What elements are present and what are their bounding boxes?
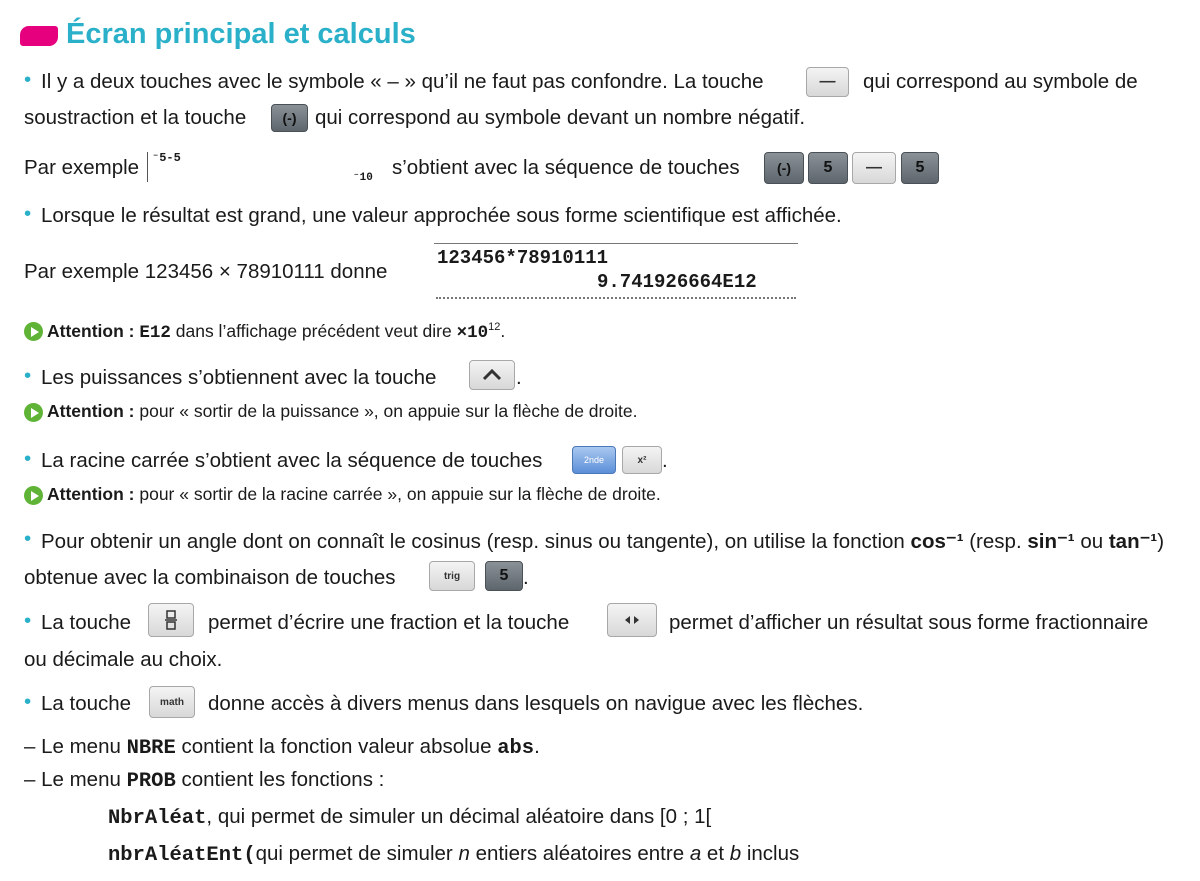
code-times-ten: ×10 <box>456 323 489 343</box>
code-nbraleaent: nbrAléatEnt( <box>108 844 256 867</box>
x-squared-key-label: x² <box>637 454 647 466</box>
example2-prefix: Par exemple 123456 × 78910111 donne <box>24 260 388 283</box>
fn2-t1: qui permet de simuler <box>255 842 453 865</box>
code-e12: E12 <box>139 323 171 343</box>
period: . <box>500 321 506 341</box>
x-squared-key <box>622 446 662 474</box>
attention-icon <box>24 403 43 422</box>
screen-top-line <box>434 243 798 244</box>
p6-text-a: La touche <box>41 611 132 634</box>
p2-text: Lorsque le résultat est grand, une valeur approchée sous forme scientifique est affichée. <box>41 204 842 227</box>
five-key <box>808 152 848 184</box>
attention-label: Attention : <box>47 401 135 421</box>
calc-result: ⁻10 <box>353 172 373 184</box>
p5-resp: (resp. <box>969 530 1022 553</box>
p5-text-a: Pour obtenir un angle dont on connaît le cosinus (resp. sinus ou tangente), on utilise la fonction <box>41 530 905 553</box>
section-tag <box>20 26 58 46</box>
p5-text-b: obtenue avec la combinaison de touches <box>24 566 396 589</box>
function-nbraleaent-line <box>108 842 799 867</box>
negative-key-label: (-) <box>777 160 791 176</box>
p5-line-1 <box>41 529 1164 554</box>
p6-text-d: ou décimale au choix. <box>24 648 223 671</box>
menu1-end: . <box>534 735 540 758</box>
bullet: • <box>24 364 32 387</box>
p5-or: ou <box>1080 530 1104 553</box>
p4-text: La racine carrée s’obtient avec la séquence de touches <box>41 449 543 472</box>
bullet: • <box>24 447 32 470</box>
bullet: • <box>24 202 32 225</box>
menu1-text-a: – Le menu <box>24 735 121 758</box>
toggle-arrows-icon <box>625 615 639 625</box>
bullet: • <box>24 527 32 550</box>
attention-2-text: pour « sortir de la puissance », on appuie sur la flèche de droite. <box>139 401 638 421</box>
five-key <box>485 561 523 591</box>
var-n: n <box>458 842 470 865</box>
screen-dotted-line <box>436 297 796 299</box>
attention-label: Attention : <box>47 321 135 341</box>
minus-key <box>806 67 849 97</box>
attention-icon <box>24 322 43 341</box>
var-b: b <box>729 842 742 865</box>
menu2-text-b: contient les fonctions : <box>181 768 385 791</box>
p7-text-a: La touche <box>41 692 132 715</box>
minus-key-label: — <box>819 73 836 90</box>
p1-text-c: soustraction et la touche <box>24 106 247 129</box>
negative-key-label: (-) <box>282 110 297 126</box>
negative-key <box>764 152 804 184</box>
math-key-label: math <box>160 696 184 708</box>
tan-inverse: tan⁻¹ <box>1108 530 1158 553</box>
five-key-label: 5 <box>499 567 509 584</box>
fraction-icon <box>165 610 177 630</box>
calc-expression: ⁻5-5 <box>152 151 181 165</box>
var-a: a <box>689 842 702 865</box>
p7-text-b: donne accès à divers menus dans lesquels on navigue avec les flèches. <box>208 692 864 715</box>
minus-key <box>852 152 896 184</box>
screen-line-1: 123456*78910111 <box>437 247 609 269</box>
negative-key <box>271 104 308 132</box>
menu-nbre-line <box>24 735 540 760</box>
p6-text-c: permet d’afficher un résultat sous forme fractionnaire <box>669 611 1149 634</box>
p1-text-a: Il y a deux touches avec le symbole « – » qu’il ne faut pas confondre. La touche <box>41 70 764 93</box>
math-key <box>149 686 195 718</box>
exponent: 12 <box>488 321 501 334</box>
trig-key <box>429 561 475 591</box>
p3-end: . <box>516 366 522 389</box>
attention-3-text: pour « sortir de la racine carrée », on appuie sur la flèche de droite. <box>139 484 661 504</box>
caret-key <box>469 360 515 390</box>
cos-inverse: cos⁻¹ <box>910 530 964 553</box>
five-key-label: 5 <box>823 159 833 176</box>
code-prob: PROB <box>126 770 176 793</box>
p1-text-b: qui correspond au symbole de <box>863 70 1138 93</box>
caret-icon <box>482 369 502 381</box>
example1-prefix: Par exemple <box>24 156 140 179</box>
attention-2 <box>47 401 637 422</box>
attention-1-text: dans l’affichage précédent veut dire <box>175 321 452 341</box>
page-title: Écran principal et calculs <box>66 18 416 50</box>
calc-cursor-bar <box>147 152 148 182</box>
p4-end: . <box>662 449 668 472</box>
p1-text-d: qui correspond au symbole devant un nombre négatif. <box>315 106 806 129</box>
fn2-t4: inclus <box>746 842 800 865</box>
fn2-t2: entiers aléatoires entre <box>475 842 685 865</box>
five-key-label: 5 <box>915 159 925 176</box>
code-nbre: NBRE <box>126 737 176 760</box>
fn1-text: , qui permet de simuler un décimal aléatoire dans [0 ; 1[ <box>206 805 712 828</box>
second-key-label: 2nde <box>583 455 605 465</box>
code-abs: abs <box>497 737 535 760</box>
menu2-text-a: – Le menu <box>24 768 121 791</box>
attention-3 <box>47 484 661 505</box>
menu-prob-line <box>24 768 384 793</box>
second-key <box>572 446 616 474</box>
p3-text: Les puissances s’obtiennent avec la touche <box>41 366 437 389</box>
fraction-key <box>148 603 194 637</box>
minus-key-label: — <box>866 159 882 176</box>
five-key <box>901 152 939 184</box>
bullet: • <box>24 609 32 632</box>
sin-inverse: sin⁻¹ <box>1027 530 1075 553</box>
fn2-t3: et <box>706 842 725 865</box>
code-nbralea: NbrAléat <box>108 807 207 830</box>
p5-end: . <box>523 566 529 589</box>
attention-label: Attention : <box>47 484 135 504</box>
p6-text-b: permet d’écrire une fraction et la touche <box>208 611 570 634</box>
example1-suffix: s’obtient avec la séquence de touches <box>392 156 740 179</box>
screen-line-2: 9.741926664E12 <box>597 271 757 293</box>
p5-close: ) <box>1157 530 1165 553</box>
bullet: • <box>24 690 32 713</box>
bullet: • <box>24 68 32 91</box>
toggle-key <box>607 603 657 637</box>
attention-icon <box>24 486 43 505</box>
function-nbralea-line <box>108 805 711 830</box>
trig-key-label: trig <box>443 570 461 582</box>
menu1-text-b: contient la fonction valeur absolue <box>181 735 492 758</box>
attention-1 <box>47 321 505 343</box>
